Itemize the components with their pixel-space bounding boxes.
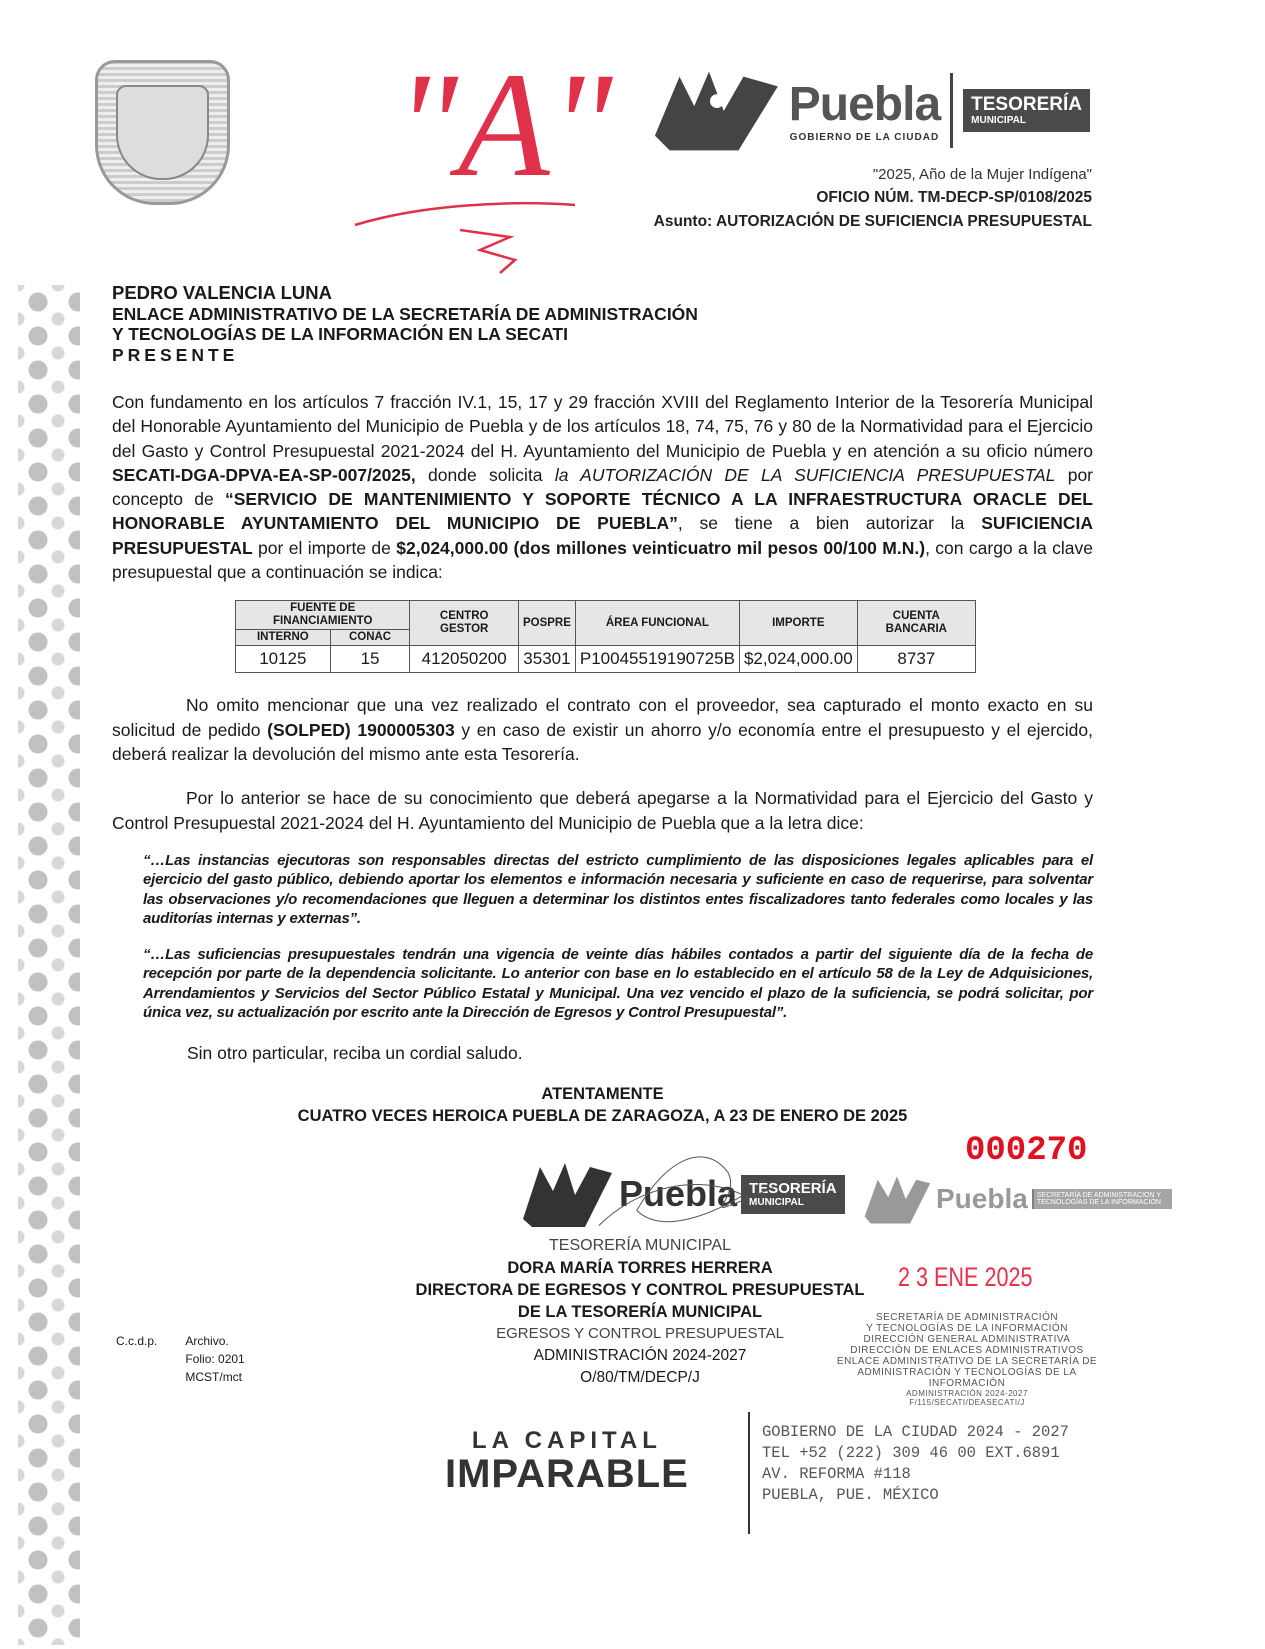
ccdp-block: C.c.d.p. Archivo. Folio: 0201 MCST/mct [116,1334,245,1385]
motto: "2025, Año de la Mujer Indígena" [872,166,1092,183]
paragraph-1: Con fundamento en los artículos 7 fracción IV.1, 15, 17 y 29 fracción XVIII del Reglamento Interior de la Tesorería Municipal del Honorable Ayuntamiento del Municipio de Puebla y de los artículos 18, 74, 75, 76 y 80 de la Normatividad para el Ejercicio del Gasto y Control Presupuestal 2021-2024 del H. Ayuntamiento del Municipio de Puebla y en atención a su oficio número SECATI-DGA-DPVA-EA-SP-007/2025, donde solicita la AUTORIZACIÓN DE LA SUFICIENCIA PRESUPUESTAL por concepto de “SERVICIO DE MANTENIMIENTO Y SOPORTE TÉCNICO A LA INFRAESTRUCTURA ORACLE DEL HONORABLE AYUNTAMIENTO DEL MUNICIPIO DE PUEBLA”, se tiene a bien autorizar la SUFICIENCIA PRESUPUESTAL por el importe de $2,024,000.00 (dos millones veinticuatro mil pesos 00/100 M.N.), con cargo a la clave presupuestal que a continuación se indica: [112,392,1094,583]
handwritten-a-mark: "A" [395,42,613,208]
footer-contact: GOBIERNO DE LA CIUDAD 2024 - 2027 TEL +52 (222) 309 46 00 EXT.6891 AV. REFORMA #118 PUEBLA, PUE. MÉXICO [748,1412,1069,1534]
puebla-tesoreria-logo: Puebla GOBIERNO DE LA CIUDAD TESORERÍA MUNICIPAL [650,65,1090,155]
tesoreria-stamp-line-1: TESORERÍA MUNICIPAL [549,1237,731,1255]
budget-key-table: FUENTE DE FINANCIAMIENTO CENTRO GESTOR POSPRE ÁREA FUNCIONAL IMPORTE CUENTA BANCARIA INTERNO CONAC 10125 15 412050200 35301 P10045519190725B $2,024,000.00 8737 [235,600,976,673]
recipient-block: PEDRO VALENCIA LUNA ENLACE ADMINISTRATIVO DE LA SECRETARÍA DE ADMINISTRACIÓN Y TECNOLOGÍAS DE LA INFORMACIÓN EN LA SECATI PRESENTE [112,282,698,365]
quote-2: “…Las suficiencias presupuestales tendrán una vigencia de veinte días hábiles contados a partir del siguiente día de la fecha de recepción por parte de la dependencia solicitante. Lo anterior con base en lo establecido en el artículo 58 de la Ley de Adquisiciones, Arrendamientos y Servicios del Sector Público Estatal y Municipal. Una vez vencido el plazo de la suficiencia, se podrá solicitar, por única vez, su actualización por escrito ante la Dirección de Egresos y Control Presupuestal”. [143,945,1093,1022]
paragraph-3: Por lo anterior se hace de su conocimiento que deberá apegarse a la Normatividad para el Ejercicio del Gasto y Control Presupuestal 2021-2024 del H. Ayuntamiento del Municipio de Puebla que a la letra dice: [112,788,1093,833]
signature [560,1142,820,1237]
table-row: 10125 15 412050200 35301 P10045519190725B $2,024,000.00 8737 [236,646,976,673]
closing: Sin otro particular, reciba un cordial saludo. [187,1042,523,1063]
oficio-number: OFICIO NÚM. TM-DECP-SP/0108/2025 [816,189,1092,206]
tesoreria-stamp-line-2: EGRESOS Y CONTROL PRESUPUESTAL [496,1325,784,1343]
footer [112,1412,1093,1532]
subject: Asunto: AUTORIZACIÓN DE SUFICIENCIA PRESUPUESTAL [653,213,1092,230]
signature-area [112,1127,1212,1408]
municipal-seal-logo [95,60,230,205]
la-capital-imparable-logo: LA CAPITAL IMPARABLE [445,1427,689,1497]
city-emblem-icon [862,1171,932,1227]
secati-received-stamp: SECRETARÍA DE ADMINISTRACIÓN Y TECNOLOGÍAS DE LA INFORMACIÓN DIRECCIÓN GENERAL ADMINISTRATIVA DIRECCIÓN DE ENLACES ADMINISTRATIVOS ENLACE ADMINISTRATIVO DE LA SECRETARÍA DE ADMINISTRACIÓN Y TECNOLOGÍAS DE LA INFORMACIÓN ADMINISTRACIÓN 2024-2027 F/115/SECATI/DEASECATI/J [836,1312,1098,1408]
place-date: CUATRO VECES HEROICA PUEBLA DE ZARAGOZA, A 23 DE ENERO DE 2025 [297,1107,908,1126]
folio-stamp: 000270 [965,1132,1088,1171]
received-date-stamp: 2 3 ENE 2025 [898,1262,1033,1293]
atentamente: ATENTAMENTE [541,1085,664,1104]
signature-logo: Puebla TESORERÍA MUNICIPAL [520,1159,845,1229]
quote-1: “…Las instancias ejecutoras son responsables directas del estricto cumplimiento de las disposiciones legales aplicables para el ejercicio del gasto público, debiendo aportar los elementos e información necesaria y suficiente en caso de requerirse, para solventar las observaciones y/o recomendaciones que lleguen a determinar los distintos entes fiscalizadores tanto federales como locales y las auditorías internas y externas”. [143,851,1093,928]
letter-body [112,390,1162,1532]
paragraph-2: No omito mencionar que una vez realizado el contrato con el proveedor, sea capturado el monto exacto en su solicitud de pedido (SOLPED) 1900005303 y en caso de existir un ahorro y/o economía entre el presupuesto y el ejercido, deberá realizar la devolución del mismo ante esta Tesorería. [112,695,1094,764]
secati-logo: Puebla SECRETARÍA DE ADMINISTRACIÓN Y TECNOLOGÍAS DE LA INFORMACIÓN [862,1171,1172,1227]
decorative-border [18,285,80,1645]
signature-block: TESORERÍA MUNICIPAL DORA MARÍA TORRES HERRERA DIRECTORA DE EGRESOS Y CONTROL PRESUPUESTAL DE LA TESORERÍA MUNICIPAL EGRESOS Y CONTROL PRESUPUESTAL ADMINISTRACIÓN 2024-2027 O/80/TM/DECP/J [380,1235,900,1389]
city-emblem-icon [650,66,783,154]
